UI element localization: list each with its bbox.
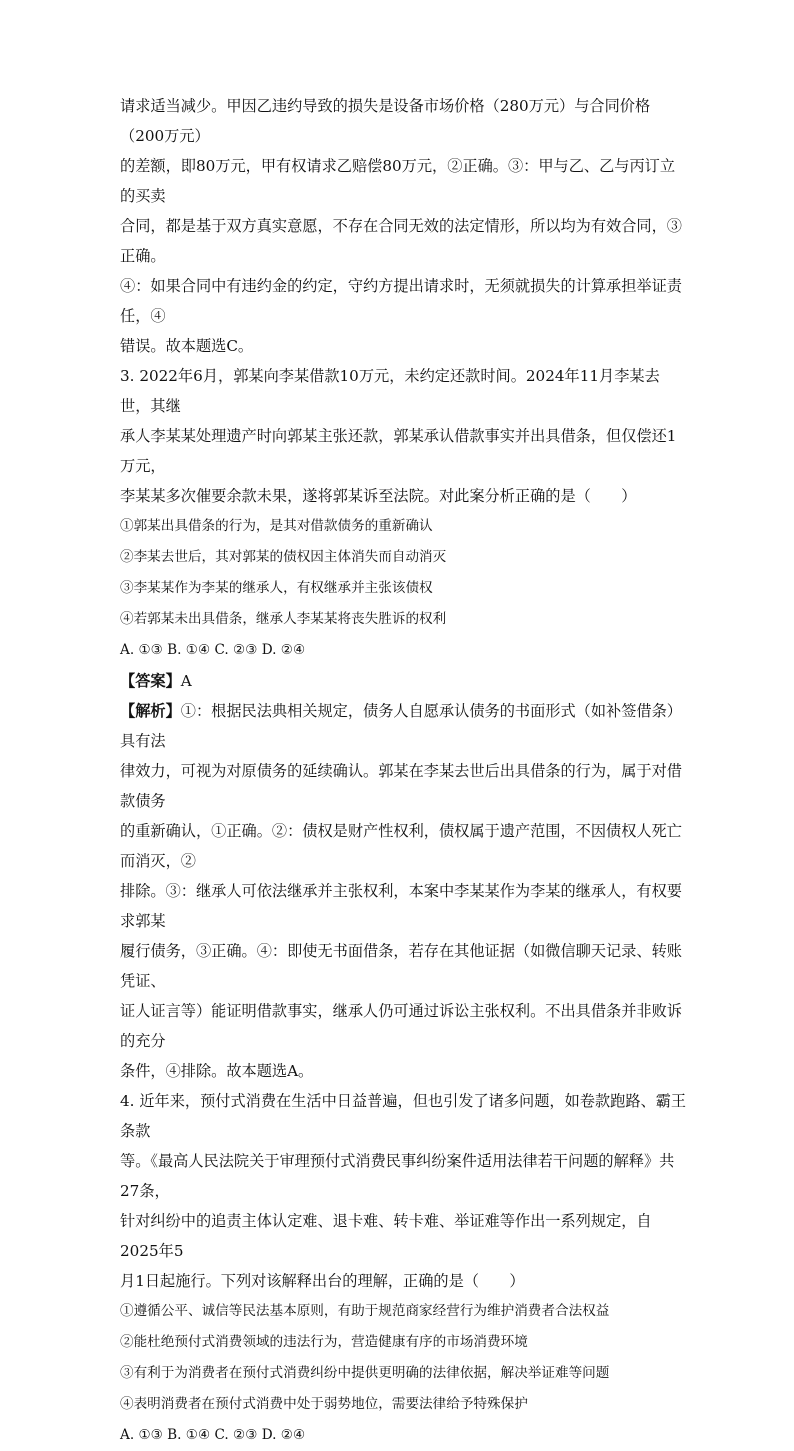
analysis-line: 履行债务，③正确。④：即使无书面借条，若存在其他证据（如微信聊天记录、转账凭证、: [120, 942, 682, 990]
analysis-line: 排除。③：继承人可依法继承并主张权利，本案中李某某作为李某的继承人，有权要求郭某: [120, 882, 682, 930]
question-stem-line: 3. 2022年6月，郭某向李某借款10万元，未约定还款时间。2024年11月李某去世，其继: [120, 367, 660, 415]
text-line: 的差额，即80万元，甲有权请求乙赔偿80万元，②正确。③：甲与乙、乙与丙订立的买卖: [120, 157, 676, 205]
question-stem-line: 4. 近年来，预付式消费在生活中日益普遍，但也引发了诸多问题，如卷款跑路、霸王条款: [120, 1092, 687, 1140]
answer-value: A: [180, 672, 192, 690]
analysis-label: 【解析】: [120, 702, 181, 720]
statement-option: ④若郭某未出具借条，继承人李某某将丧失胜诉的权利: [120, 611, 447, 627]
answer-choices: A. ①③ B. ①④ C. ②③ D. ②④: [120, 642, 306, 658]
question-3: [120, 361, 690, 1086]
analysis-text: ①：根据民法典相关规定，债务人自愿承认债务的书面形式（如补签借条）具有法: [120, 702, 682, 750]
statement-option: ③有利于为消费者在预付式消费纠纷中提供更明确的法律依据，解决举证难等问题: [120, 1365, 610, 1381]
answer-choices: A. ①③ B. ①④ C. ②③ D. ②④: [120, 1427, 306, 1443]
analysis-line: 条件，④排除。故本题选A。: [120, 1062, 314, 1080]
prev-question-analysis: [120, 91, 690, 361]
text-line: 错误。故本题选C。: [120, 337, 254, 355]
statement-option: ③李某某作为李某的继承人，有权继承并主张该债权: [120, 580, 433, 596]
statement-option: ①郭某出具借条的行为，是其对借款债务的重新确认: [120, 518, 433, 534]
question-stem-line: 月1日起施行。下列对该解释出台的理解，正确的是（ ）: [120, 1272, 525, 1290]
analysis-line: [120, 696, 690, 756]
statement-option: ②李某去世后，其对郭某的债权因主体消失而自动消灭: [120, 549, 447, 565]
answer-label: 【答案】: [120, 672, 181, 690]
question-stem-line: 针对纠纷中的追责主体认定难、退卡难、转卡难、举证难等作出一系列规定，自2025年5: [120, 1212, 652, 1260]
question-4: [120, 1086, 690, 1451]
statement-option: ④表明消费者在预付式消费中处于弱势地位，需要法律给予特殊保护: [120, 1396, 528, 1412]
analysis-line: 的重新确认，①正确。②：债权是财产性权利，债权属于遗产范围，不因债权人死亡而消灭，②: [120, 822, 682, 870]
page-content: [120, 91, 690, 1451]
question-stem-line: 李某某多次催要余款未果，遂将郭某诉至法院。对此案分析正确的是（ ）: [120, 487, 637, 505]
statement-option: ②能杜绝预付式消费领域的违法行为，营造健康有序的市场消费环境: [120, 1334, 528, 1350]
text-line: 请求适当减少。甲因乙违约导致的损失是设备市场价格（280万元）与合同价格（200万元）: [120, 97, 651, 145]
text-line: ④：如果合同中有违约金的约定，守约方提出请求时，无须就损失的计算承担举证责任，④: [120, 277, 682, 325]
analysis-line: 证人证言等）能证明借款事实，继承人仍可通过诉讼主张权利。不出具借条并非败诉的充分: [120, 1002, 682, 1050]
analysis-line: 律效力，可视为对原债务的延续确认。郭某在李某去世后出具借条的行为，属于对借款债务: [120, 762, 682, 810]
question-stem-line: 等。《最高人民法院关于审理预付式消费民事纠纷案件适用法律若干问题的解释》共27条，: [120, 1152, 675, 1200]
text-line: 合同，都是基于双方真实意愿，不存在合同无效的法定情形，所以均为有效合同，③正确。: [120, 217, 682, 265]
question-stem-line: 承人李某某处理遗产时向郭某主张还款，郭某承认借款事实并出具借条，但仅偿还1万元，: [120, 427, 677, 475]
statement-option: ①遵循公平、诚信等民法基本原则，有助于规范商家经营行为维护消费者合法权益: [120, 1303, 610, 1319]
answer-line: [120, 666, 690, 696]
